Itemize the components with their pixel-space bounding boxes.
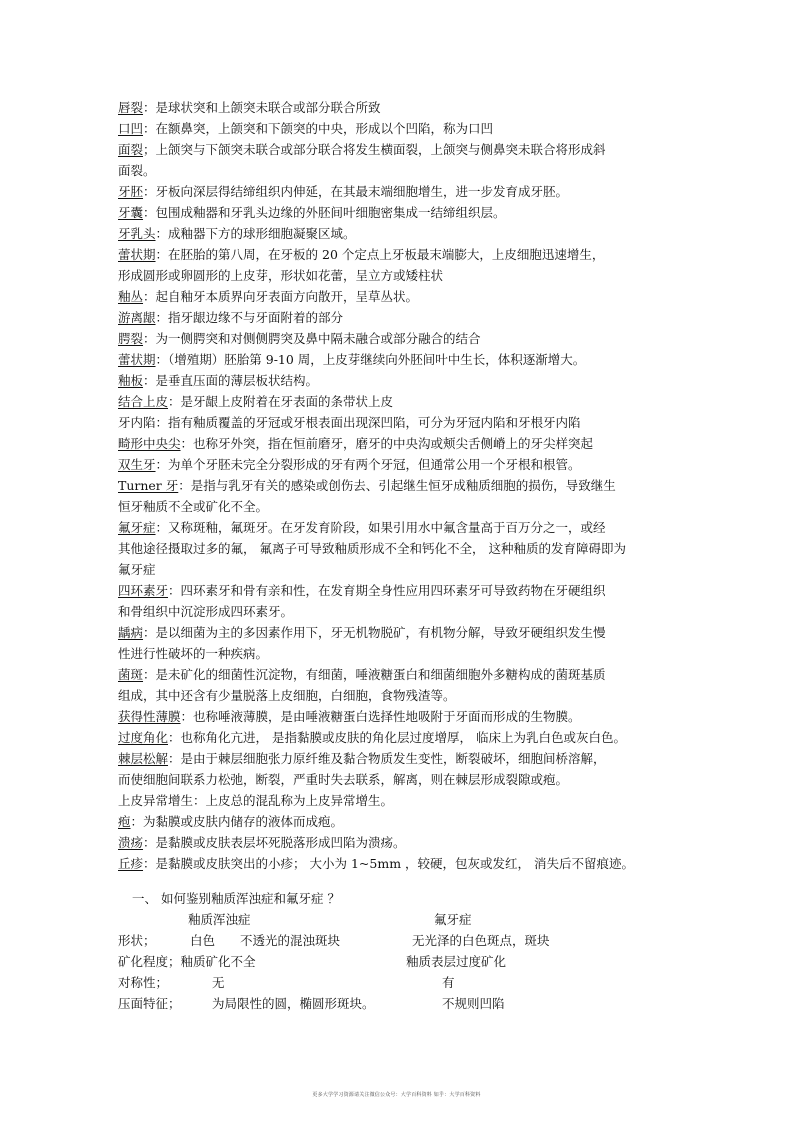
glossary-entry xyxy=(118,727,678,748)
glossary-definition: ；上颌突与下颌突未联合或部分联合将发生横面裂，上颌突与侧鼻突未联合将形成斜 xyxy=(143,142,606,157)
row-label: 对称性； xyxy=(118,975,169,990)
glossary-term: 唇裂 xyxy=(118,100,144,115)
glossary-definition: 其他途径摄取过多的氟， 氟离子可导致釉质形成不全和钙化不全， 这种釉质的发育障碍即为 xyxy=(118,541,626,556)
glossary-definition: 性进行性破坏的一种疾病。 xyxy=(118,646,269,661)
comparison-row xyxy=(118,951,718,972)
glossary-definition: 而使细胞间联系力松弛，断裂，严重时失去联系，解离，则在棘层形成裂隙或疱。 xyxy=(118,772,569,787)
glossary-entry xyxy=(118,118,678,139)
row-value-a: 无 xyxy=(212,975,225,990)
glossary-definition: 牙内陷：指有釉质覆盖的牙冠或牙根表面出现深凹陷，可分为牙冠内陷和牙根牙内陷 xyxy=(118,415,581,430)
glossary-entry xyxy=(118,685,678,706)
glossary-definition: ：是球状突和上颌突未联合或部分联合所致 xyxy=(143,100,381,115)
glossary-term: 釉丛 xyxy=(118,289,144,304)
comparison-row xyxy=(118,930,718,951)
glossary-definition: ：在额鼻突，上颌突和下颌突的中央，形成以个凹陷，称为口凹 xyxy=(143,121,494,136)
glossary-term: 获得性薄膜 xyxy=(118,709,181,724)
glossary-term: 丘疹 xyxy=(118,856,144,871)
glossary-entry xyxy=(118,328,678,349)
glossary-term: 过度角化 xyxy=(118,730,169,745)
glossary-definition: ：是垂直压面的薄层板状结构。 xyxy=(143,373,319,388)
row-value-a-extra: 不透光的混浊斑块 xyxy=(240,933,341,948)
glossary-term: 双生牙 xyxy=(118,457,156,472)
glossary-entry xyxy=(118,433,678,454)
comparison-section xyxy=(118,888,718,1014)
glossary-term: 溃疡 xyxy=(118,835,144,850)
row-value-b: 有 xyxy=(442,975,455,990)
glossary-term: 氟牙症 xyxy=(118,520,156,535)
row-value-a: 白色 xyxy=(190,933,216,948)
glossary-definition: 形成圆形或卵圆形的上皮芽，形状如花蕾，呈立方或矮柱状 xyxy=(118,268,444,283)
glossary-entry xyxy=(118,160,678,181)
glossary-definition: ：四环素牙和骨有亲和性，在发育期全身性应用四环素牙可导致药物在牙硬组织 xyxy=(168,583,606,598)
comparison-header xyxy=(118,909,718,930)
glossary-entry xyxy=(118,853,678,874)
glossary-term: 牙乳头 xyxy=(118,226,156,241)
glossary-entry xyxy=(118,622,678,643)
glossary-definition: ：成釉器下方的球形细胞凝聚区域。 xyxy=(155,226,356,241)
glossary-term: 游离龈 xyxy=(118,310,156,325)
glossary-definition: ：指牙龈边缘不与牙面附着的部分 xyxy=(155,310,344,325)
glossary-term: 面裂 xyxy=(118,142,144,157)
glossary-definition: 氟牙症 xyxy=(118,562,156,577)
glossary-term: 腭裂 xyxy=(118,331,144,346)
comparison-row xyxy=(118,993,718,1014)
glossary-entry xyxy=(118,601,678,622)
glossary-entry xyxy=(118,370,678,391)
glossary-entry xyxy=(118,538,678,559)
glossary-entry xyxy=(118,244,678,265)
glossary-definition: ：为单个牙胚未完全分裂形成的牙有两个牙冠，但通常公用一个牙根和根管。 xyxy=(155,457,581,472)
row-value-a: 为局限性的圆，椭圆形斑块。 xyxy=(212,996,375,1011)
glossary-term: 口凹 xyxy=(118,121,144,136)
glossary-definition: ：为一侧腭突和对侧侧腭突及鼻中隔未融合或部分融合的结合 xyxy=(143,331,481,346)
glossary-entry xyxy=(118,811,678,832)
glossary-entry xyxy=(118,769,678,790)
glossary-term: 釉板 xyxy=(118,373,144,388)
glossary-definition: ：（增殖期）胚胎第 9-10 周，上皮芽继续向外胚间叶中生长，体积逐渐增大。 xyxy=(155,352,586,367)
glossary-definition: ：也称唾液薄膜，是由唾液糖蛋白选择性地吸附于牙面而形成的生物膜。 xyxy=(180,709,581,724)
glossary-definition: 恒牙釉质不全或矿化不全。 xyxy=(118,499,269,514)
glossary-term: 结合上皮 xyxy=(118,394,169,409)
glossary-term: 龋病 xyxy=(118,625,144,640)
question-heading xyxy=(118,888,718,909)
glossary-entry xyxy=(118,391,678,412)
glossary-entry xyxy=(118,97,678,118)
glossary-term: 疱 xyxy=(118,814,131,829)
glossary-term: 菌斑 xyxy=(118,667,144,682)
glossary-term: Turner 牙 xyxy=(118,478,179,493)
glossary-term: 蕾状期 xyxy=(118,352,156,367)
column-header-a: 釉质浑浊症 xyxy=(188,912,251,927)
page-footer: 更多大学学习资源请关注微信公众号：大学百科资料 如乎：大学百科资料 xyxy=(312,1092,481,1098)
glossary-entry xyxy=(118,580,678,601)
glossary-definition: ：包围成釉器和牙乳头边缘的外胚间叶细胞密集成一结缔组织层。 xyxy=(143,205,506,220)
glossary-term: 畸形中央尖 xyxy=(118,436,181,451)
glossary-entry xyxy=(118,202,678,223)
glossary-definition: ：是以细菌为主的多因素作用下，牙无机物脱矿，有机物分解，导致牙硬组织发生慢 xyxy=(143,625,606,640)
glossary-definition: ：是牙龈上皮附着在牙表面的条带状上皮 xyxy=(168,394,394,409)
glossary-entry xyxy=(118,748,678,769)
glossary-term: 四环素牙 xyxy=(118,583,169,598)
glossary-entry xyxy=(118,286,678,307)
glossary-definition: 组成，其中还含有少量脱落上皮细胞，白细胞，食物残渣等。 xyxy=(118,688,456,703)
glossary-definition: ：牙板向深层得结缔组织内伸延，在其最末端细胞增生，进一步发育成牙胚。 xyxy=(143,184,569,199)
glossary-definition: 上皮异常增生：上皮总的混乱称为上皮异常增生。 xyxy=(118,793,394,808)
comparison-row xyxy=(118,972,718,993)
glossary-definition: ：是未矿化的细菌性沉淀物，有细菌，唾液糖蛋白和细菌细胞外多糖构成的菌斑基质 xyxy=(143,667,606,682)
row-label: 矿化程度；釉质矿化不全 xyxy=(118,954,256,969)
glossary-entry xyxy=(118,496,678,517)
question-text: 一、 如何鉴别釉质浑浊症和氟牙症 ？ xyxy=(132,891,340,906)
glossary-entry xyxy=(118,265,678,286)
glossary-entry xyxy=(118,181,678,202)
glossary-definition: ：为黏膜或皮肤内储存的液体而成疱。 xyxy=(130,814,344,829)
glossary-term: 蕾状期 xyxy=(118,247,156,262)
glossary-definition: ：是指与乳牙有关的感染或创伤去、引起继生恒牙成釉质细胞的损伤，导致继生 xyxy=(178,478,616,493)
row-value-b: 釉质表层过度矿化 xyxy=(406,954,507,969)
glossary-entry xyxy=(118,790,678,811)
glossary-definition: ：也称牙外突，指在恒前磨牙，磨牙的中央沟或颊尖舌侧嵴上的牙尖样突起 xyxy=(180,436,594,451)
glossary-definition: ：又称斑釉，氟斑牙。在牙发育阶段，如果引用水中氟含量高于百万分之一，或经 xyxy=(155,520,606,535)
row-value-b: 无光泽的白色斑点，斑块 xyxy=(412,933,550,948)
glossary-entry xyxy=(118,706,678,727)
row-label: 压面特征； xyxy=(118,996,181,1011)
glossary-entry xyxy=(118,454,678,475)
glossary-list xyxy=(118,97,678,874)
glossary-entry xyxy=(118,643,678,664)
glossary-definition: ：起自釉牙本质界向牙表面方向散开，呈草丛状。 xyxy=(143,289,419,304)
column-header-b: 氟牙症 xyxy=(434,912,472,927)
glossary-entry xyxy=(118,559,678,580)
glossary-entry xyxy=(118,139,678,160)
glossary-entry xyxy=(118,349,678,370)
glossary-term: 牙胚 xyxy=(118,184,144,199)
glossary-term: 牙囊 xyxy=(118,205,144,220)
glossary-definition: ：也称角化亢进， 是指黏膜或皮肤的角化层过度增厚， 临床上为乳白色或灰白色。 xyxy=(168,730,626,745)
glossary-entry xyxy=(118,517,678,538)
glossary-definition: ：在胚胎的第八周，在牙板的 20 个定点上牙板最末端膨大，上皮细胞迅速增生， xyxy=(155,247,605,262)
glossary-definition: ：是由于棘层细胞张力原纤维及黏合物质发生变性，断裂破坏，细胞间桥溶解， xyxy=(168,751,606,766)
glossary-term: 棘层松解 xyxy=(118,751,169,766)
glossary-entry xyxy=(118,412,678,433)
glossary-entry xyxy=(118,832,678,853)
glossary-entry xyxy=(118,664,678,685)
glossary-entry xyxy=(118,223,678,244)
glossary-entry xyxy=(118,475,678,496)
row-value-b: 不规则凹陷 xyxy=(442,996,505,1011)
row-label: 形状； xyxy=(118,933,156,948)
glossary-entry xyxy=(118,307,678,328)
glossary-definition: ：是黏膜或皮肤突出的小疹； 大小为 1~5mm ，较硬，包灰或发红， 消失后不留痕迹。 xyxy=(143,856,634,871)
glossary-definition: 面裂。 xyxy=(118,163,156,178)
glossary-definition: ：是黏膜或皮肤表层坏死脱落形成凹陷为溃疡。 xyxy=(143,835,406,850)
glossary-definition: 和骨组织中沉淀形成四环素牙。 xyxy=(118,604,294,619)
